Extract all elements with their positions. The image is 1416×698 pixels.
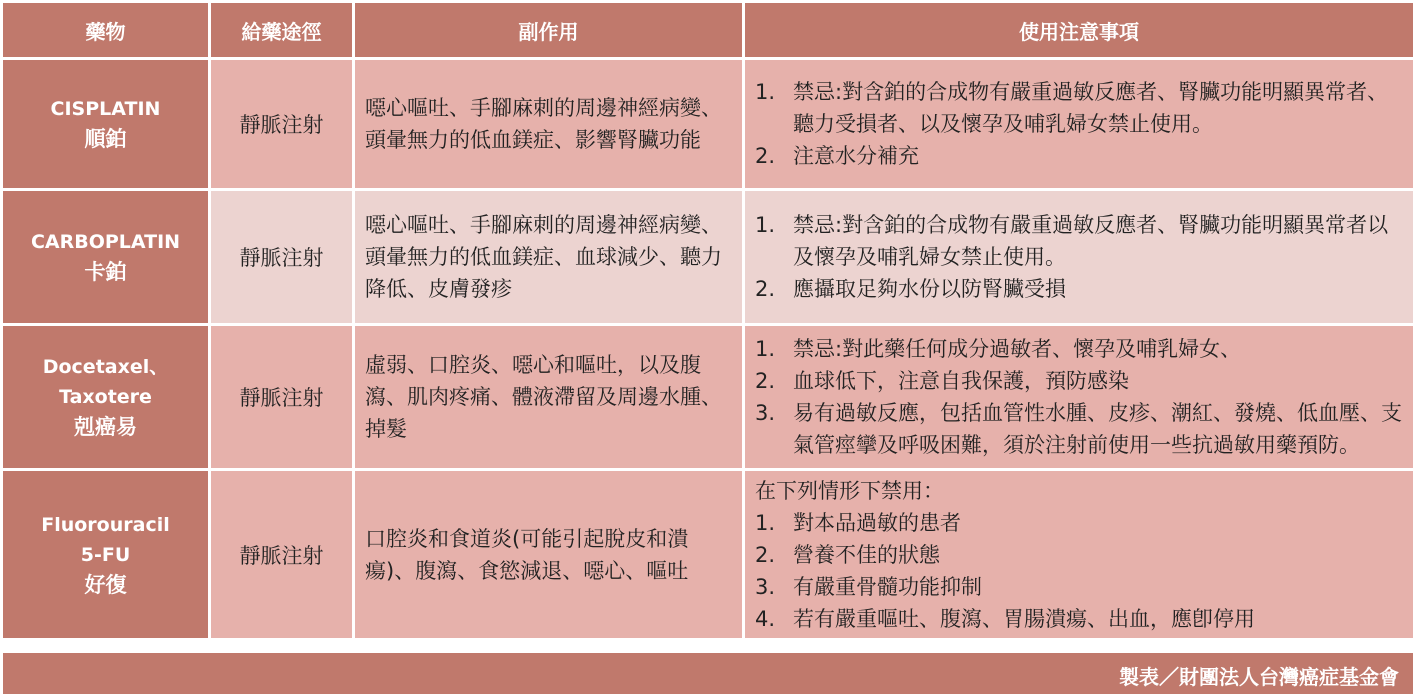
list-item [755,76,1409,140]
notes-list [755,76,1409,172]
drug-name-zh: 剋癌易 [74,415,137,439]
drug-name-zh: 順鉑 [84,127,127,151]
side-effects-cell: 噁心嘔吐、手腳麻刺的周邊神經病變、頭暈無力的低血鎂症、影響腎臟功能 [355,60,742,188]
header-notes: 使用注意事項 [745,3,1413,57]
side-effects-cell: 虛弱、口腔炎、噁心和嘔吐，以及腹瀉、肌肉疼痛、體液滯留及周邊水腫、掉髮 [355,326,742,468]
drug-name-en: CARBOPLATIN [30,231,181,253]
list-item-text: 注意水分補充 [793,144,919,168]
drug-name-zh: 卡鉑 [84,260,127,284]
header-route: 給藥途徑 [211,3,352,57]
side-effects-cell: 口腔炎和食道炎(可能引起脫皮和潰瘍)、腹瀉、食慾減退、噁心、嘔吐 [355,471,742,638]
list-item-text: 易有過敏反應，包括血管性水腫、皮疹、潮紅、發燒、低血壓、支氣管痙攣及呼吸困難，須於注射前使用一些抗過敏用藥預防。 [793,401,1402,457]
table-row [3,191,1413,323]
list-item-text: 若有嚴重嘔吐、腹瀉、胃腸潰瘍、出血，應卽停用 [793,606,1255,631]
list-item-text: 對本品過敏的患者 [793,510,961,535]
drug-name-en: Docetaxel、Taxotere [42,356,169,408]
list-item [755,209,1409,273]
list-item-text: 血球低下，注意自我保護，預防感染 [793,369,1129,393]
list-number: 1. [755,337,776,361]
list-item-text: 禁忌:對此藥任何成分過敏者、懷孕及哺乳婦女、 [793,337,1242,361]
list-item [755,397,1409,461]
table-row [3,60,1413,188]
list-item [755,603,1409,635]
list-number: 2. [755,369,776,393]
list-number: 2. [755,542,776,567]
list-number: 1. [755,213,776,237]
route-cell: 靜脈注射 [211,326,352,468]
list-item [755,140,1409,172]
drug-name-en: CISPLATIN [50,98,161,120]
drug-name-zh: 好復 [84,572,127,597]
list-item-text: 禁忌:對含鉑的合成物有嚴重過敏反應者、腎臟功能明顯異常者以及懷孕及哺乳婦女禁止使用。 [793,213,1389,269]
footer-bar [3,653,1413,694]
route-cell: 靜脈注射 [211,471,352,638]
table-row [3,471,1413,638]
route-cell: 靜脈注射 [211,191,352,323]
drug-name-cell [3,326,208,468]
list-number: 2. [755,144,776,168]
notes-cell [745,60,1413,188]
list-number: 1. [755,80,776,104]
list-item-text: 應攝取足夠水份以防腎臟受損 [793,277,1066,301]
header-drug: 藥物 [3,3,208,57]
notes-cell [745,471,1413,638]
list-number: 1. [755,510,776,535]
list-item-text: 禁忌:對含鉑的合成物有嚴重過敏反應者、腎臟功能明顯異常者、聽力受損者、以及懷孕及哺乳婦女禁止使用。 [793,80,1389,136]
list-number: 3. [755,401,776,425]
route-cell: 靜脈注射 [211,60,352,188]
table-header-row [3,3,1413,57]
list-item [755,333,1409,365]
footer-credit: 製表／財團法人台灣癌症基金會 [1119,665,1399,689]
notes-cell [745,191,1413,323]
drug-name-cell [3,191,208,323]
list-item-text: 有嚴重骨髓功能抑制 [793,574,982,599]
list-item [755,273,1409,305]
list-item [755,539,1409,571]
header-side-effects: 副作用 [355,3,742,57]
notes-list [755,507,1409,635]
list-item-text: 營養不佳的狀態 [793,542,940,567]
list-number: 2. [755,277,776,301]
drug-name-en: Fluorouracil [41,513,170,536]
list-item [755,571,1409,603]
list-item [755,365,1409,397]
table-row [3,326,1413,468]
list-item [755,507,1409,539]
notes-cell [745,326,1413,468]
list-number: 4. [755,606,776,631]
drug-name-en-abbr: 5-FU [80,543,131,566]
list-number: 3. [755,574,776,599]
notes-lead: 在下列情形下禁用： [755,478,944,503]
drug-name-cell [3,60,208,188]
drug-name-cell [3,471,208,638]
side-effects-cell: 噁心嘔吐、手腳麻刺的周邊神經病變、頭暈無力的低血鎂症、血球減少、聽力降低、皮膚發疹 [355,191,742,323]
notes-list [755,209,1409,305]
notes-list [755,333,1409,461]
